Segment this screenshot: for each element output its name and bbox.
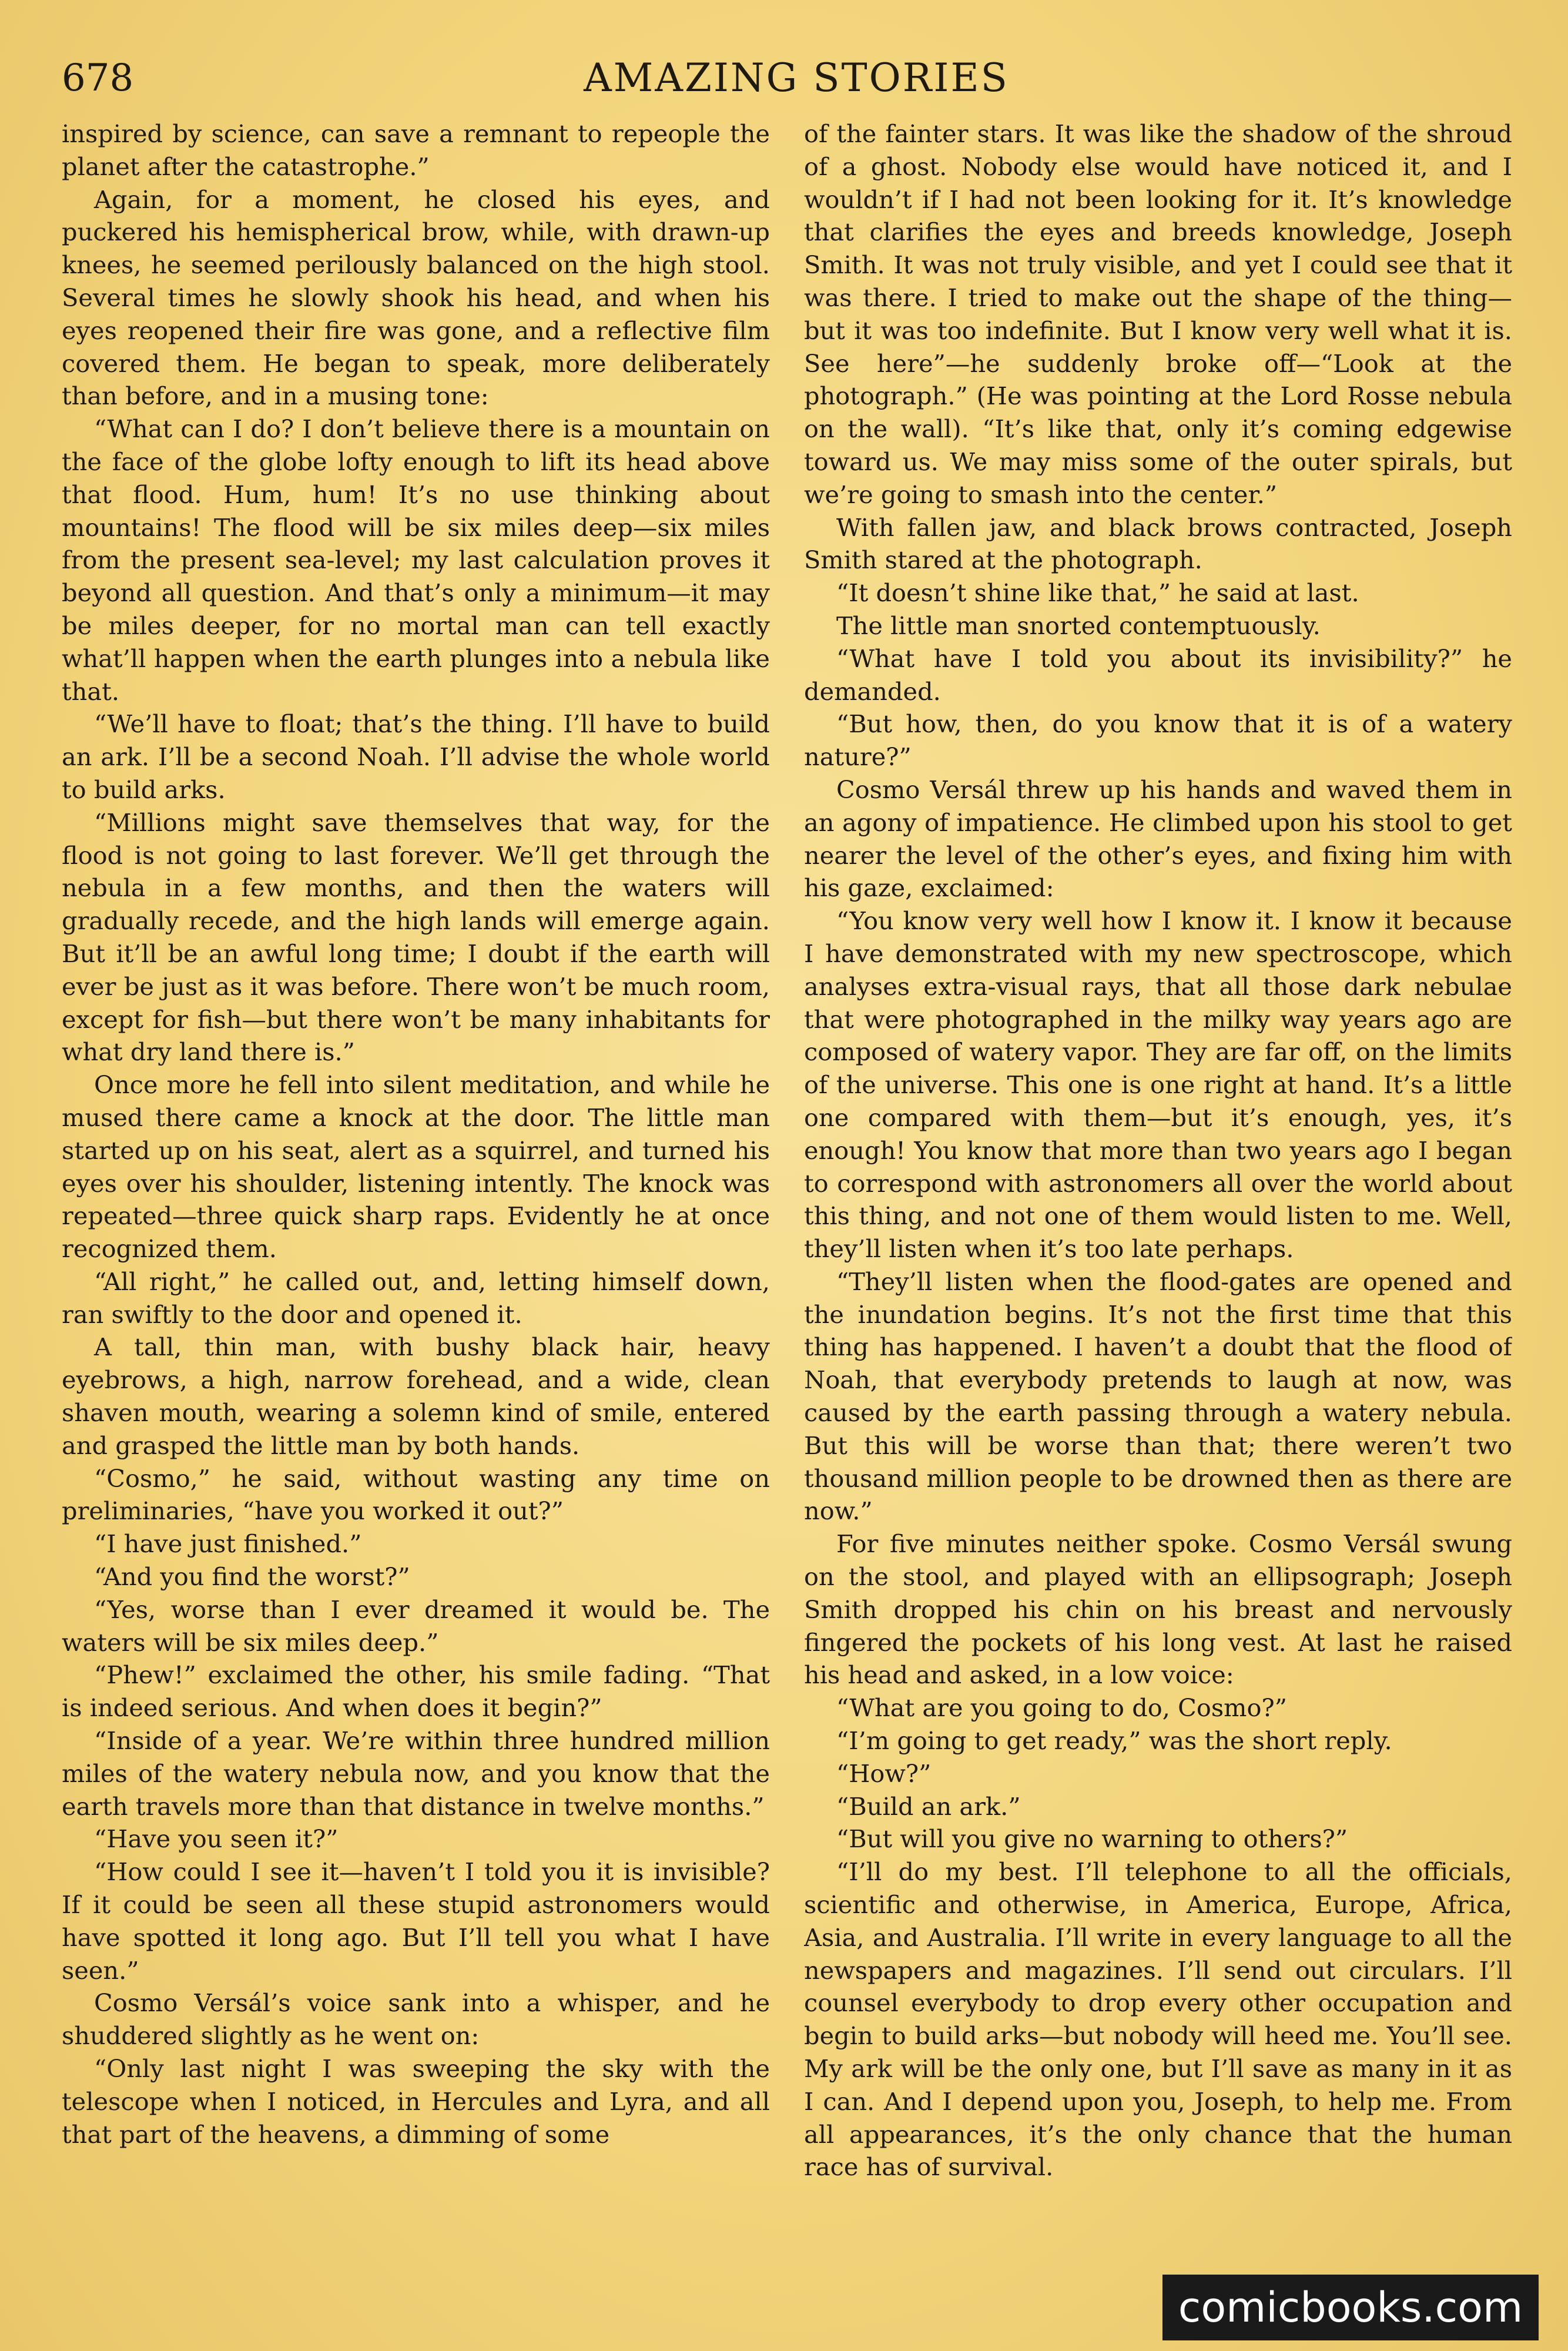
paragraph: “Yes, worse than I ever dreamed it would be. The waters will be six miles deep.” (62, 1595, 770, 1657)
page-number: 678 (62, 56, 134, 100)
paragraph: “But will you give no warning to others?” (836, 1824, 1348, 1854)
paragraph: “Build an ark.” (836, 1791, 1021, 1821)
paragraph: Cosmo Versál’s voice sank into a whisper, and he shuddered slightly as he went on: (62, 1988, 770, 2051)
paragraph: “How could I see it—haven’t I told you it is invisible? If it could be seen all these stupid astronomers would have spotted it long ago. But I’ll tell you what I have seen.” (62, 1857, 770, 1985)
paragraph: “I’m going to get ready,” was the short reply. (836, 1726, 1392, 1756)
paragraph: “It doesn’t shine like that,” he said at last. (836, 578, 1359, 608)
paragraph: The little man snorted contemptuously. (836, 611, 1321, 640)
right-text-column (804, 118, 1512, 2316)
paragraph: “They’ll listen when the flood-gates are opened and the inundation begins. It’s not the first time that this thing has happened. I haven’t a doubt that the flood of Noah, that everybody pretends to laugh at now, was caused by the earth passing through a watery nebula. But this will be worse than that; there weren’t two thousand million people to be drowned then as there are now.” (804, 1267, 1512, 1526)
paragraph: “How?” (836, 1759, 932, 1788)
paragraph: A tall, thin man, with bushy black hair, heavy eyebrows, a high, narrow forehead, and a wide, clean shaven mouth, wearing a solemn kind of smile, entered and grasped the little man by both hands. (62, 1332, 770, 1460)
paragraph: “All right,” he called out, and, letting himself down, ran swiftly to the door and opened it. (62, 1267, 770, 1329)
paragraph: “Phew!” exclaimed the other, his smile fading. “That is indeed serious. And when does it begin?” (62, 1660, 770, 1723)
paragraph: With fallen jaw, and black brows contracted, Joseph Smith stared at the photograph. (804, 513, 1512, 575)
paragraph: “And you find the worst?” (94, 1562, 410, 1592)
paragraph: of the fainter stars. It was like the shadow of the shroud of a ghost. Nobody else would have noticed it, and I wouldn’t if I had not been looking for it. It’s knowledge that clarifies the eyes and breeds knowledge, Joseph Smith. It was not truly visible, and yet I could see that it was there. I tried to make out the shape of the thing—but it was too indefinite. But I know very well what it is. See here”—he suddenly broke off—“Look at the photograph.” (He was pointing at the Lord Rosse nebula on the wall). “It’s like that, only it’s coming edgewise toward us. We may miss some of the outer spirals, but we’re going to smash into the center.” (804, 119, 1512, 509)
paragraph: inspired by science, can save a remnant to repeople the planet after the catastrophe.” (62, 119, 770, 181)
paragraph: “You know very well how I know it. I know it because I have demonstrated with my new spectroscope, which analyses extra-visual rays, that all those dark nebulae that were photographed in the milky way years ago are composed of watery vapor. They are far off, on the limits of the universe. This one is one right at hand. It’s a little one compared with them—but it’s enough, yes, it’s enough! You know that more than two years ago I began to correspond with astronomers all over the world about this thing, and not one of them would listen to me. Well, they’ll listen when it’s too late perhaps. (804, 906, 1512, 1264)
paragraph: Again, for a moment, he closed his eyes, and puckered his hemispherical brow, while, with drawn-up knees, he seemed perilously balanced on the high stool. Several times he slowly shook his head, and when his eyes reopened their fire was gone, and a reflective film covered them. He began to speak, more deliberately than before, and in a musing tone: (62, 185, 770, 411)
paragraph: “I have just finished.” (94, 1529, 362, 1559)
paragraph: “What are you going to do, Cosmo?” (836, 1693, 1287, 1723)
paragraph: “Inside of a year. We’re within three hundred million miles of the watery nebula now, and you know that the earth travels more than that distance in twelve months.” (62, 1726, 770, 1821)
paragraph: “What can I do? I don’t believe there is a mountain on the face of the globe lofty enough to lift its head above that flood. Hum, hum! It’s no use thinking about mountains! The flood will be six miles deep—six miles from the present sea-level; my last calculation proves it beyond all question. And that’s only a minimum—it may be miles deeper, for no mortal man can tell exactly what’ll happen when the earth plunges into a nebula like that. (62, 414, 770, 706)
paragraph: “We’ll have to float; that’s the thing. I’ll have to build an ark. I’ll be a second Noah. I’ll advise the whole world to build arks. (62, 709, 770, 804)
magazine-title: AMAZING STORIES (584, 55, 1009, 101)
paragraph: Cosmo Versál threw up his hands and waved them in an agony of impatience. He climbed upon his stool to get nearer the level of the other’s eyes, and fixing him with his gaze, exclaimed: (804, 775, 1512, 903)
paragraph: “But how, then, do you know that it is of a watery nature?” (804, 709, 1512, 772)
paragraph: “I’ll do my best. I’ll telephone to all the officials, scientific and otherwise, in America, Europe, Africa, Asia, and Australia. I’ll write in every language to all the newspapers and magazines. I’ll send out circulars. I’ll counsel everybody to drop every other occupation and begin to build arks—but nobody will heed me. You’ll see. My ark will be the only one, but I’ll save as many in it as I can. And I depend upon you, Joseph, to help me. From all appearances, it’s the only chance that the human race has of survival. (804, 1857, 1512, 2182)
paragraph: Once more he fell into silent meditation, and while he mused there came a knock at the door. The little man started up on his seat, alert as a squirrel, and turned his eyes over his shoulder, listening intently. The knock was repeated—three quick sharp raps. Evidently he at once recognized them. (62, 1070, 770, 1264)
page-header (62, 52, 1531, 105)
paragraph: “Millions might save themselves that way, for the flood is not going to last forever. We’ll get through the nebula in a few months, and then the waters will gradually recede, and the high lands will emerge again. But it’ll be an awful long time; I doubt if the earth will ever be just as it was before. There won’t be much room, except for fish—but there won’t be many inhabitants for what dry land there is.” (62, 808, 770, 1067)
paragraph: “Only last night I was sweeping the sky with the telescope when I noticed, in Hercules and Lyra, and all that part of the heavens, a dimming of some (62, 2054, 770, 2149)
left-text-column (62, 118, 770, 2316)
watermark-logo: comicbooks.com (1162, 2275, 1539, 2340)
paragraph: For five minutes neither spoke. Cosmo Versál swung on the stool, and played with an ellipsograph; Joseph Smith dropped his chin on his breast and nervously fingered the pockets of his long vest. At last he raised his head and asked, in a low voice: (804, 1529, 1512, 1690)
paragraph: “Have you seen it?” (94, 1824, 339, 1854)
paragraph: “Cosmo,” he said, without wasting any time on preliminaries, “have you worked it out?” (62, 1463, 770, 1526)
paragraph: “What have I told you about its invisibility?” he demanded. (804, 644, 1512, 706)
